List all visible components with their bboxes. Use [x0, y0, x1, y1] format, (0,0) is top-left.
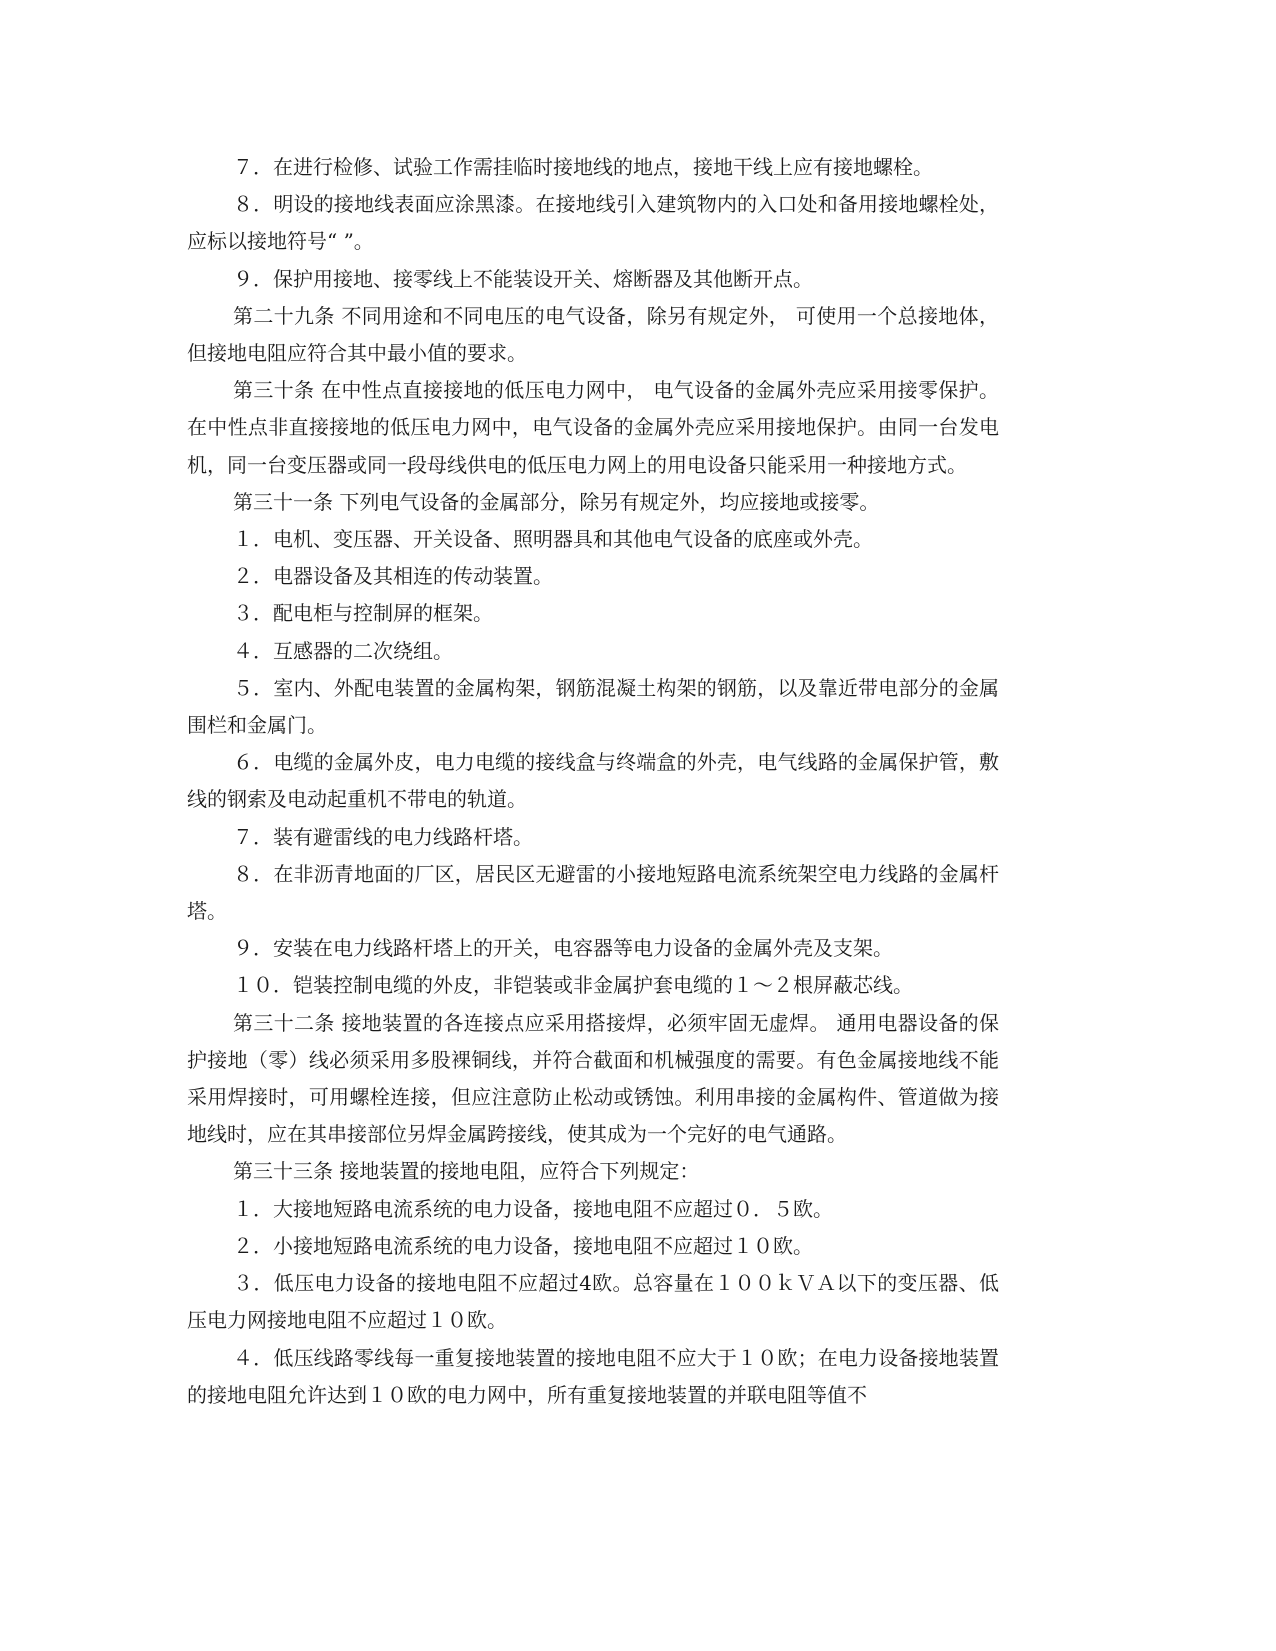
paragraph-article-31: 第三十一条 下列电气设备的金属部分，除另有规定外，均应接地或接零。 [233, 489, 880, 514]
paragraph-article-31-item-7: ７．装有避雷线的电力线路杆塔。 [233, 824, 533, 849]
paragraph-item-8-black-paint: ８．明设的接地线表面应涂黑漆。在接地线引入建筑物内的入口处和备用接地螺栓处，应标以接地符号“ ”。 [187, 192, 999, 254]
paragraph-article-31-item-1: １．电机、变压器、开关设备、照明器具和其他电气设备的底座或外壳。 [233, 527, 873, 552]
paragraph-article-30: 第三十条 在中性点直接接地的低压电力网中， 电气设备的金属外壳应采用接零保护。在中性点非直接接地的低压电力网中，电气设备的金属外壳应采用接地保护。由同一台发电机，同一台变压器或同一段母线供电的低压电力网上的用电设备只能采用一种接地方式。 [187, 378, 999, 477]
paragraph-article-33-item-1: １．大接地短路电流系统的电力设备，接地电阻不应超过０．５欧。 [233, 1196, 833, 1221]
paragraph-article-31-item-2: ２．电器设备及其相连的传动装置。 [233, 564, 553, 589]
paragraph-article-33-item-4: ４．低压线路零线每一重复接地装置的接地电阻不应大于１０欧；在电力设备接地装置的接地电阻允许达到１０欧的电力网中，所有重复接地装置的并联电阻等值不 [187, 1345, 999, 1407]
paragraph-article-31-item-6: ６．电缆的金属外皮，电力电缆的接线盒与终端盒的外壳，电气线路的金属保护管，敷线的钢索及电动起重机不带电的轨道。 [187, 750, 999, 812]
paragraph-item-7-test-location: ７．在进行检修、试验工作需挂临时接地线的地点，接地干线上应有接地螺栓。 [233, 155, 933, 179]
paragraph-article-31-item-4: ４．互感器的二次绕组。 [233, 638, 453, 663]
paragraph-article-33-item-3: ３．低压电力设备的接地电阻不应超过4欧。总容量在１００ｋＶＡ以下的变压器、低压电力网接地电阻不应超过１０欧。 [187, 1271, 999, 1333]
paragraph-article-31-item-9: ９．安装在电力线路杆塔上的开关，电容器等电力设备的金属外壳及支架。 [233, 936, 893, 961]
paragraph-article-31-item-10: １０．铠装控制电缆的外皮，非铠装或非金属护套电缆的１～２根屏蔽芯线。 [233, 973, 913, 998]
document-body [187, 149, 999, 1414]
paragraph-item-9-no-switch: ９．保护用接地、接零线上不能装设开关、熔断器及其他断开点。 [233, 266, 813, 291]
paragraph-article-31-item-8: ８．在非沥青地面的厂区，居民区无避雷的小接地短路电流系统架空电力线路的金属杆塔。 [187, 861, 999, 924]
paragraph-article-31-item-5: ５．室内、外配电装置的金属构架，钢筋混凝土构架的钢筋，以及靠近带电部分的金属围栏和金属门。 [187, 675, 999, 738]
paragraph-article-32: 第三十二条 接地装置的各连接点应采用搭接焊，必须牢固无虚焊。 通用电器设备的保护接地（零）线必须采用多股裸铜线，并符合截面和机械强度的需要。有色金属接地线不能采用焊接时，可用螺栓连接，但应注意防止松动或锈蚀。利用串接的金属构件、管道做为接地线时，应在其串接部位另焊金属跨接线，使其成为一个完好的电气通路。 [187, 1010, 999, 1147]
paragraph-article-29: 第二十九条 不同用途和不同电压的电气设备，除另有规定外， 可使用一个总接地体，但接地电阻应符合其中最小值的要求。 [187, 303, 999, 366]
paragraph-article-33-item-2: ２．小接地短路电流系统的电力设备，接地电阻不应超过１０欧。 [233, 1233, 813, 1258]
paragraph-article-33: 第三十三条 接地装置的接地电阻，应符合下列规定： [233, 1159, 700, 1184]
paragraph-article-31-item-3: ３．配电柜与控制屏的框架。 [233, 601, 493, 626]
